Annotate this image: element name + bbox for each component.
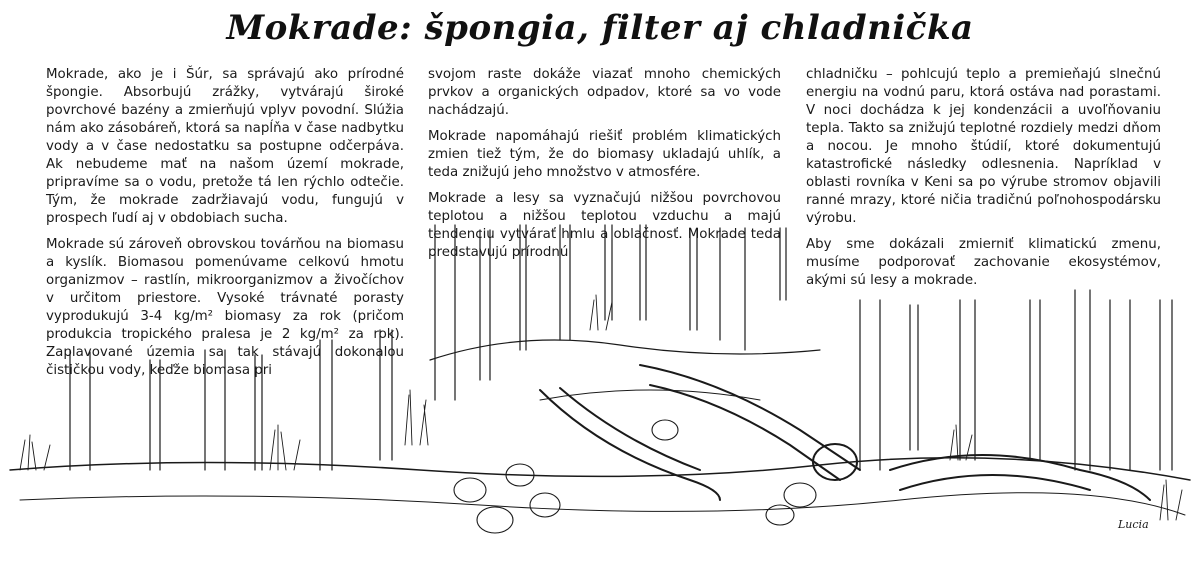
wetland-forest-illustration (0, 195, 1200, 574)
paragraph: Mokrade a lesy sa vyznačujú nižšou povrchovou teplotou a nižšou teplotou vzduchu a majú tendenciu vytvárať hmlu a oblačnosť. Mokrade teda predstavujú prírodnú (428, 191, 781, 260)
paragraph: Aby sme dokázali zmierniť klimatickú zmenu, musíme podporovať zachovanie ekosystémov, akými sú lesy a mokrade. (806, 237, 1161, 288)
paragraph: svojom raste dokáže viazať mnoho chemických prvkov a organických odpadov, ktoré sa vo vode nachádzajú. (428, 67, 781, 118)
paragraph: Mokrade napomáhajú riešiť problém klimatických zmien tiež tým, že do biomasy ukladajú uhlík, a teda znižujú jeho množstvo v atmosfére. (428, 129, 781, 180)
paragraph: Mokrade sú zároveň obrovskou továrňou na biomasu a kyslík. Biomasou pomenúvame celkovú hmotu organizmov – rastlín, mikroorganizmov a živočíchov v určitom priestore. Vysoké trávnaté porasty vyprodukujú 3-4 kg/m² biomasy za rok (pričom produkcia tropického pralesa je 2 kg/m² za rok). Zaplavované územia sa tak stávajú dokonalou čističkou vody, keďže biomasa pri (46, 237, 404, 378)
paragraph: Mokrade, ako je i Šúr, sa správajú ako prírodné špongie. Absorbujú zrážky, vytvárajú široké povrchové bazény a zmierňujú vplyv povodní. Slúžia nám ako zásobáreň, ktorá sa napĺňa v čase nadbytku vody a v čase nedostatku sa postupne odčerpáva. Ak nebudeme mať na našom území mokrade, pripravíme sa o vodu, pretože tá len rýchlo odtečie. Tým, že mokrade zadržiavajú vodu, fungujú v prospech ľudí aj v obdobiach sucha. (46, 67, 404, 226)
paragraph: chladničku – pohlcujú teplo a premieňajú slnečnú energiu na vodnú paru, ktorá ostáva nad porastami. V noci dochádza k jej kondenzácii a uvoľňovaniu tepla. Takto sa znižujú teplotné rozdiely medzi dňom a nocou. Je mnoho štúdií, ktoré dokumentujú katastrofické následky odlesnenia. Napríklad v oblasti rovníka v Keni sa po výrube stromov objavili ranné mrazy, ktoré ničia tradičnú poľnohospodársku výrobu. (806, 67, 1161, 226)
artist-signature: Lucia (1118, 518, 1149, 531)
page-title: Mokrade: špongia, filter aj chladnička (226, 8, 974, 48)
